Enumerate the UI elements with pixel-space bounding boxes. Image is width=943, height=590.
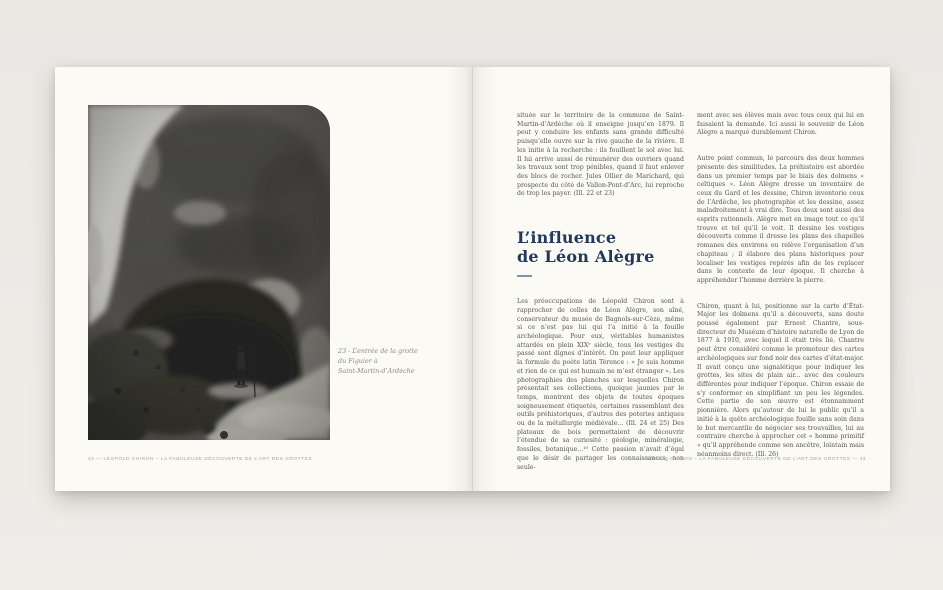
photo-caption-line: du Figuier à: [338, 356, 378, 365]
left-page: [55, 67, 472, 491]
cave-photo: [88, 105, 330, 440]
photo-caption-line: 23 - L’entrée de la grotte: [338, 347, 418, 355]
right-running-footer: LÉOPOLD CHIRON – LA FABULEUSE DÉCOUVERTE DE L’ART DES GROTTES — 43: [641, 457, 866, 462]
text-column-2: [697, 112, 864, 476]
body-paragraph: située sur le territoire de la commune de Saint-Martin-d’Ardèche où il enseigne jusqu’en 1879. Il peut y conduire les enfants sans grande difficulté puisqu’elle ouvre sur la rive gauche de la rivière. Il les initie à la recherche : ils fouillent le sol avec lui. Il lui arrive aussi de rémunérer des ouvriers quand les travaux sont trop pénibles, quand il faut enlever des blocs de rocher. Jules Ollier de Marichard, qui prospecte du côté de Vallon-Pont-d’Arc, lui reproche de trop les payer. (Ill. 22 et 23): [517, 112, 684, 198]
photo-caption-line: Saint-Martin-d’Ardèche: [338, 366, 415, 375]
left-running-footer: 42 — LÉOPOLD CHIRON – LA FABULEUSE DÉCOUVERTE DE L’ART DES GROTTES: [88, 457, 313, 462]
cave-photo-illustration: [88, 105, 330, 440]
book-spread: [55, 67, 890, 491]
photo-caption: [338, 347, 456, 377]
section-heading: [517, 229, 684, 266]
body-paragraph: Autre point commun, le parcours des deux hommes présente des similitudes. La préhistoire est abordée dans un premier temps par le biais des dolmens « celtiques ». Léon Alègre dresse un inventaire de ceux du Gard et les dessine, Chiron inventorie ceux de l’Ardèche, les photographie et les dessine, assez maladroitement à vrai dire. Tous deux sont aussi des esprits rationnels. Alègre met en image tout ce qu’il trouve et tel qu’il le voit. Il dessine les vestiges découverts comme il dresse les plans des chapelles romanes des environs ou relève l’organisation d’un chapiteau ; il élabore des plans historiques pour localiser les vestiges repérés afin de les replacer dans le contexte de leur époque. Il cherche à appréhender l’homme derrière la pierre.: [697, 155, 864, 284]
section-heading-line: de Léon Alègre: [517, 246, 655, 266]
text-column-1: [517, 112, 684, 489]
body-paragraph: ment avec ses élèves mais avec tous ceux qui lui en faisaient la demande. Ici aussi le souvenir de Léon Alègre a marqué durablement Chiron.: [697, 112, 864, 137]
heading-rule: [517, 275, 532, 277]
body-paragraph: Les préoccupations de Léopold Chiron sont à rapprocher de celles de Léon Alègre, son aîné, conservateur du musée de Bagnols-sur-Cèze, même si ce n’est pas lui qui l’a initié à la fouille archéologique. Pour eux, véritables humanistes attardés en plein XIXᵉ siècle, tous les vestiges du passé sont dignes d’intérêt. On peut leur appliquer la formule du poète latin Térence : « Je suis homme et rien de ce qui est humain ne m’est étranger ». Les photographies des planches sur lesquelles Chiron présentait ses collections, quoique jaunies par le temps, montrent des objets de toutes époques soigneusement étiquetés, certaines rassemblant des outils préhistoriques, d’autres des poteries antiques ou de la métallurgie médiévale... (Ill. 24 et 25) Des plateaux de bois permettaient de découvrir l’étendue de sa curiosité : géologie, minéralogie, fossiles, botanique...¹⁰ Cette passion n’avait d’égal que le désir de partager les connaissances, non seule-: [517, 298, 684, 471]
section-heading-line: L’influence: [517, 228, 617, 248]
body-paragraph: Chiron, quant à lui, positionne sur la carte d’État-Major les dolmens qu’il a découverts, sans doute poussé également par Ernest Chantre, sous-directeur du Muséum d’histoire naturelle de Lyon de 1877 à 1910, avec lequel il était très lié. Chantre peut être considéré comme le promoteur des cartes archéologiques sur fond noir des cartes d’état-major. Il avait conçu une signalétique pour indiquer les grottes, les sites de plain air... avec des couleurs différentes pour indiquer l’époque. Chiron essaie de s’y conformer en simplifiant un peu les légendes. Cette partie de son œuvre est étonnamment pionnière. Alors qu’autour de lui le public qu’il a initié à la quête archéologique fouille sans soin dans le but mercantile de négocier ses trouvailles, lui au contraire cherche à approcher cet « homme primitif » qu’il appréhende comme son ancêtre, lointain mais néanmoins direct. (Ill. 26): [697, 302, 864, 458]
right-page: [472, 67, 890, 491]
